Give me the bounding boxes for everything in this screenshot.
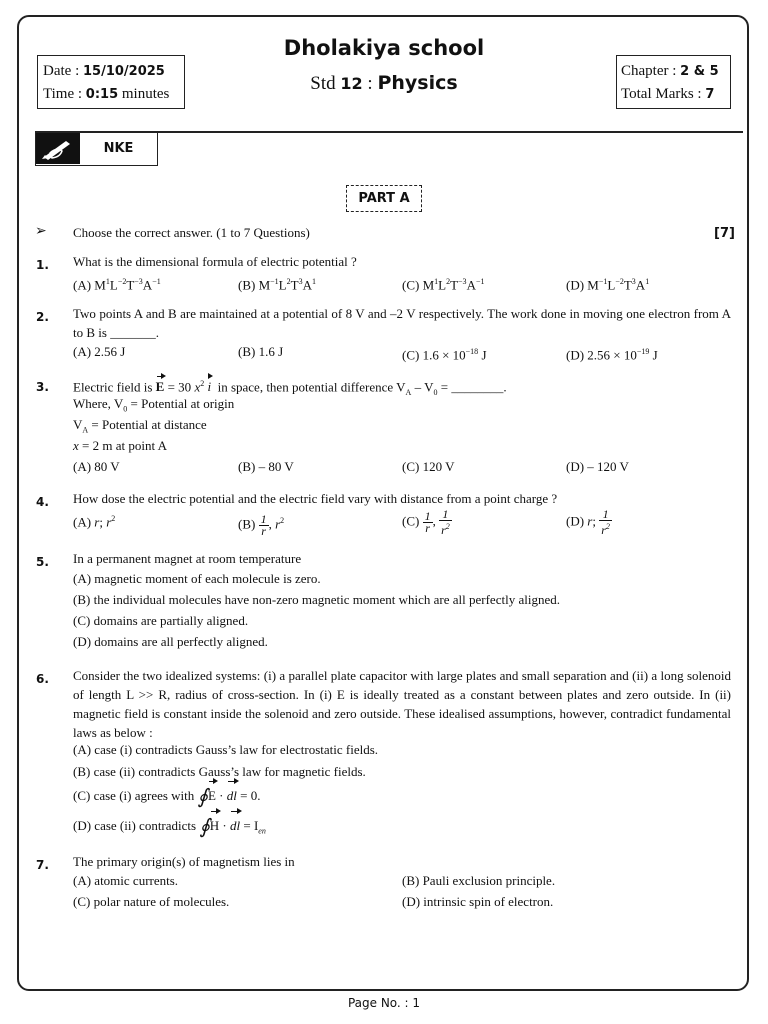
question-text: What is the dimensional formula of electric potential ? bbox=[73, 254, 357, 269]
option-c: (C) $M^1L^2T^{-3}A^{-1}$ bbox=[402, 277, 485, 293]
question-number: 3. bbox=[36, 380, 49, 394]
option-d: (D) case (ii) contradicts ∮H · dl = $I_{en}$ bbox=[73, 814, 266, 844]
option-d: (D) r; $\frac{1}{r^2}$ bbox=[566, 507, 610, 537]
option-b: (B) 1.6 J bbox=[238, 344, 284, 359]
option-c: (C) case (i) agrees with ∮E · dl = 0. bbox=[73, 784, 260, 809]
option-c: (C) $1.6 \times 10^{-18}$ J bbox=[402, 347, 487, 363]
option-c: (C) polar nature of molecules. bbox=[73, 894, 230, 909]
option-a: (A) $M^1L^{-2}T^{-3}A^{-1}$ bbox=[73, 277, 161, 293]
question-number: 6. bbox=[36, 672, 49, 686]
question-number: 4. bbox=[36, 495, 49, 509]
option-b: (B) the individual molecules have non-zero magnetic moment which are all perfectly aligned. bbox=[73, 592, 560, 607]
option-d: (D) intrinsic spin of electron. bbox=[402, 894, 554, 909]
question-number: 1. bbox=[36, 258, 49, 272]
date-label: Date : bbox=[43, 63, 80, 79]
option-c: (C) domains are partially aligned. bbox=[73, 613, 249, 628]
option-b: (B) $\frac{1}{r}$ , $r^2$ bbox=[238, 511, 285, 538]
time-value: 0:15 bbox=[85, 87, 119, 102]
question-text: The primary origin(s) of magnetism lies in bbox=[73, 854, 295, 869]
question-text: Consider the two idealized systems: (i) a parallel plate capacitor with large plates and small separation and (ii) a long solenoid of length L >> R, radius of cross-section. In (i) E is ideally treated as a constant between plates and zero outside. In (ii) magnetic field is constant inside the solenoid and zero outside. These idealised assumptions, however, contradict fundamental laws as below : bbox=[73, 668, 731, 740]
option-a: (A) atomic currents. bbox=[73, 873, 179, 888]
marks-label: Total Marks : bbox=[621, 86, 702, 102]
question-line: x = 2 m at point A bbox=[73, 438, 168, 453]
option-d: (D) domains are all perfectly aligned. bbox=[73, 634, 268, 649]
option-a: (A) 2.56 J bbox=[73, 344, 126, 359]
time-unit: minutes bbox=[121, 86, 170, 102]
std-subject: Std 12 : Physics bbox=[310, 72, 458, 94]
question-number: 5. bbox=[36, 555, 49, 569]
option-a: (A) case (i) contradicts Gauss’s law for electrostatic fields. bbox=[73, 742, 379, 757]
arrow-bullet-icon: ➢ bbox=[35, 224, 47, 239]
chapter-label: Chapter : bbox=[621, 63, 677, 79]
marks-value: 7 bbox=[705, 87, 715, 102]
option-a: (A) magnetic moment of each molecule is zero. bbox=[73, 571, 321, 586]
question-line: $V_A$ = Potential at distance bbox=[73, 417, 207, 435]
subject: Physics bbox=[377, 72, 458, 94]
option-b: (B) Pauli exclusion principle. bbox=[402, 873, 556, 888]
chapter-marks-box bbox=[616, 55, 731, 109]
option-d: (D) – 120 V bbox=[566, 459, 629, 474]
std-number: 12 bbox=[340, 74, 363, 93]
option-a: (A) 80 V bbox=[73, 459, 120, 474]
option-d: (D) $M^{-1}L^{-2}T^3A^1$ bbox=[566, 277, 650, 293]
question-text: In a permanent magnet at room temperature bbox=[73, 551, 302, 566]
question-text: How dose the electric potential and the electric field vary with distance from a point charge ? bbox=[73, 491, 558, 506]
option-b: (B) $M^{-1}L^2T^3A^1$ bbox=[238, 277, 316, 293]
question-number: 7. bbox=[36, 858, 49, 872]
pen-hand-icon bbox=[36, 133, 80, 164]
option-d: (D) $2.56 \times 10^{-19}$ J bbox=[566, 347, 658, 363]
tag-label: NKE bbox=[103, 141, 134, 156]
question-line: Where, $V_0$ = Potential at origin bbox=[73, 396, 235, 414]
instruction-marks: [7] bbox=[714, 226, 735, 241]
option-b: (B) – 80 V bbox=[238, 459, 294, 474]
paper-tag bbox=[35, 133, 158, 166]
school-name: Dholakiya school bbox=[283, 36, 485, 60]
option-c: (C) $\frac{1}{r}$ , $\frac{1}{r^2}$ bbox=[402, 507, 450, 537]
option-a: (A) r; $r^2$ bbox=[73, 514, 116, 530]
part-heading: PART A bbox=[346, 185, 422, 212]
date-value: 15/10/2025 bbox=[82, 64, 165, 79]
question-number: 2. bbox=[36, 310, 49, 324]
question-text: Electric field is E = 30 $x^2$ i in space, then potential difference $V_A - V_0$ = ________. bbox=[73, 379, 507, 397]
question-text: Two points A and B are maintained at a potential of 8 V and –2 V respectively. The work done in moving one electron from A to B is _______. bbox=[73, 306, 731, 340]
instruction-text: Choose the correct answer. (1 to 7 Questions) bbox=[73, 225, 310, 240]
option-c: (C) 120 V bbox=[402, 459, 455, 474]
option-b: (B) case (ii) contradicts Gauss’s law for magnetic fields. bbox=[73, 764, 366, 779]
chapter-value: 2 & 5 bbox=[680, 64, 719, 79]
page-number: Page No. : 1 bbox=[347, 996, 421, 1010]
time-label: Time : bbox=[43, 86, 83, 102]
